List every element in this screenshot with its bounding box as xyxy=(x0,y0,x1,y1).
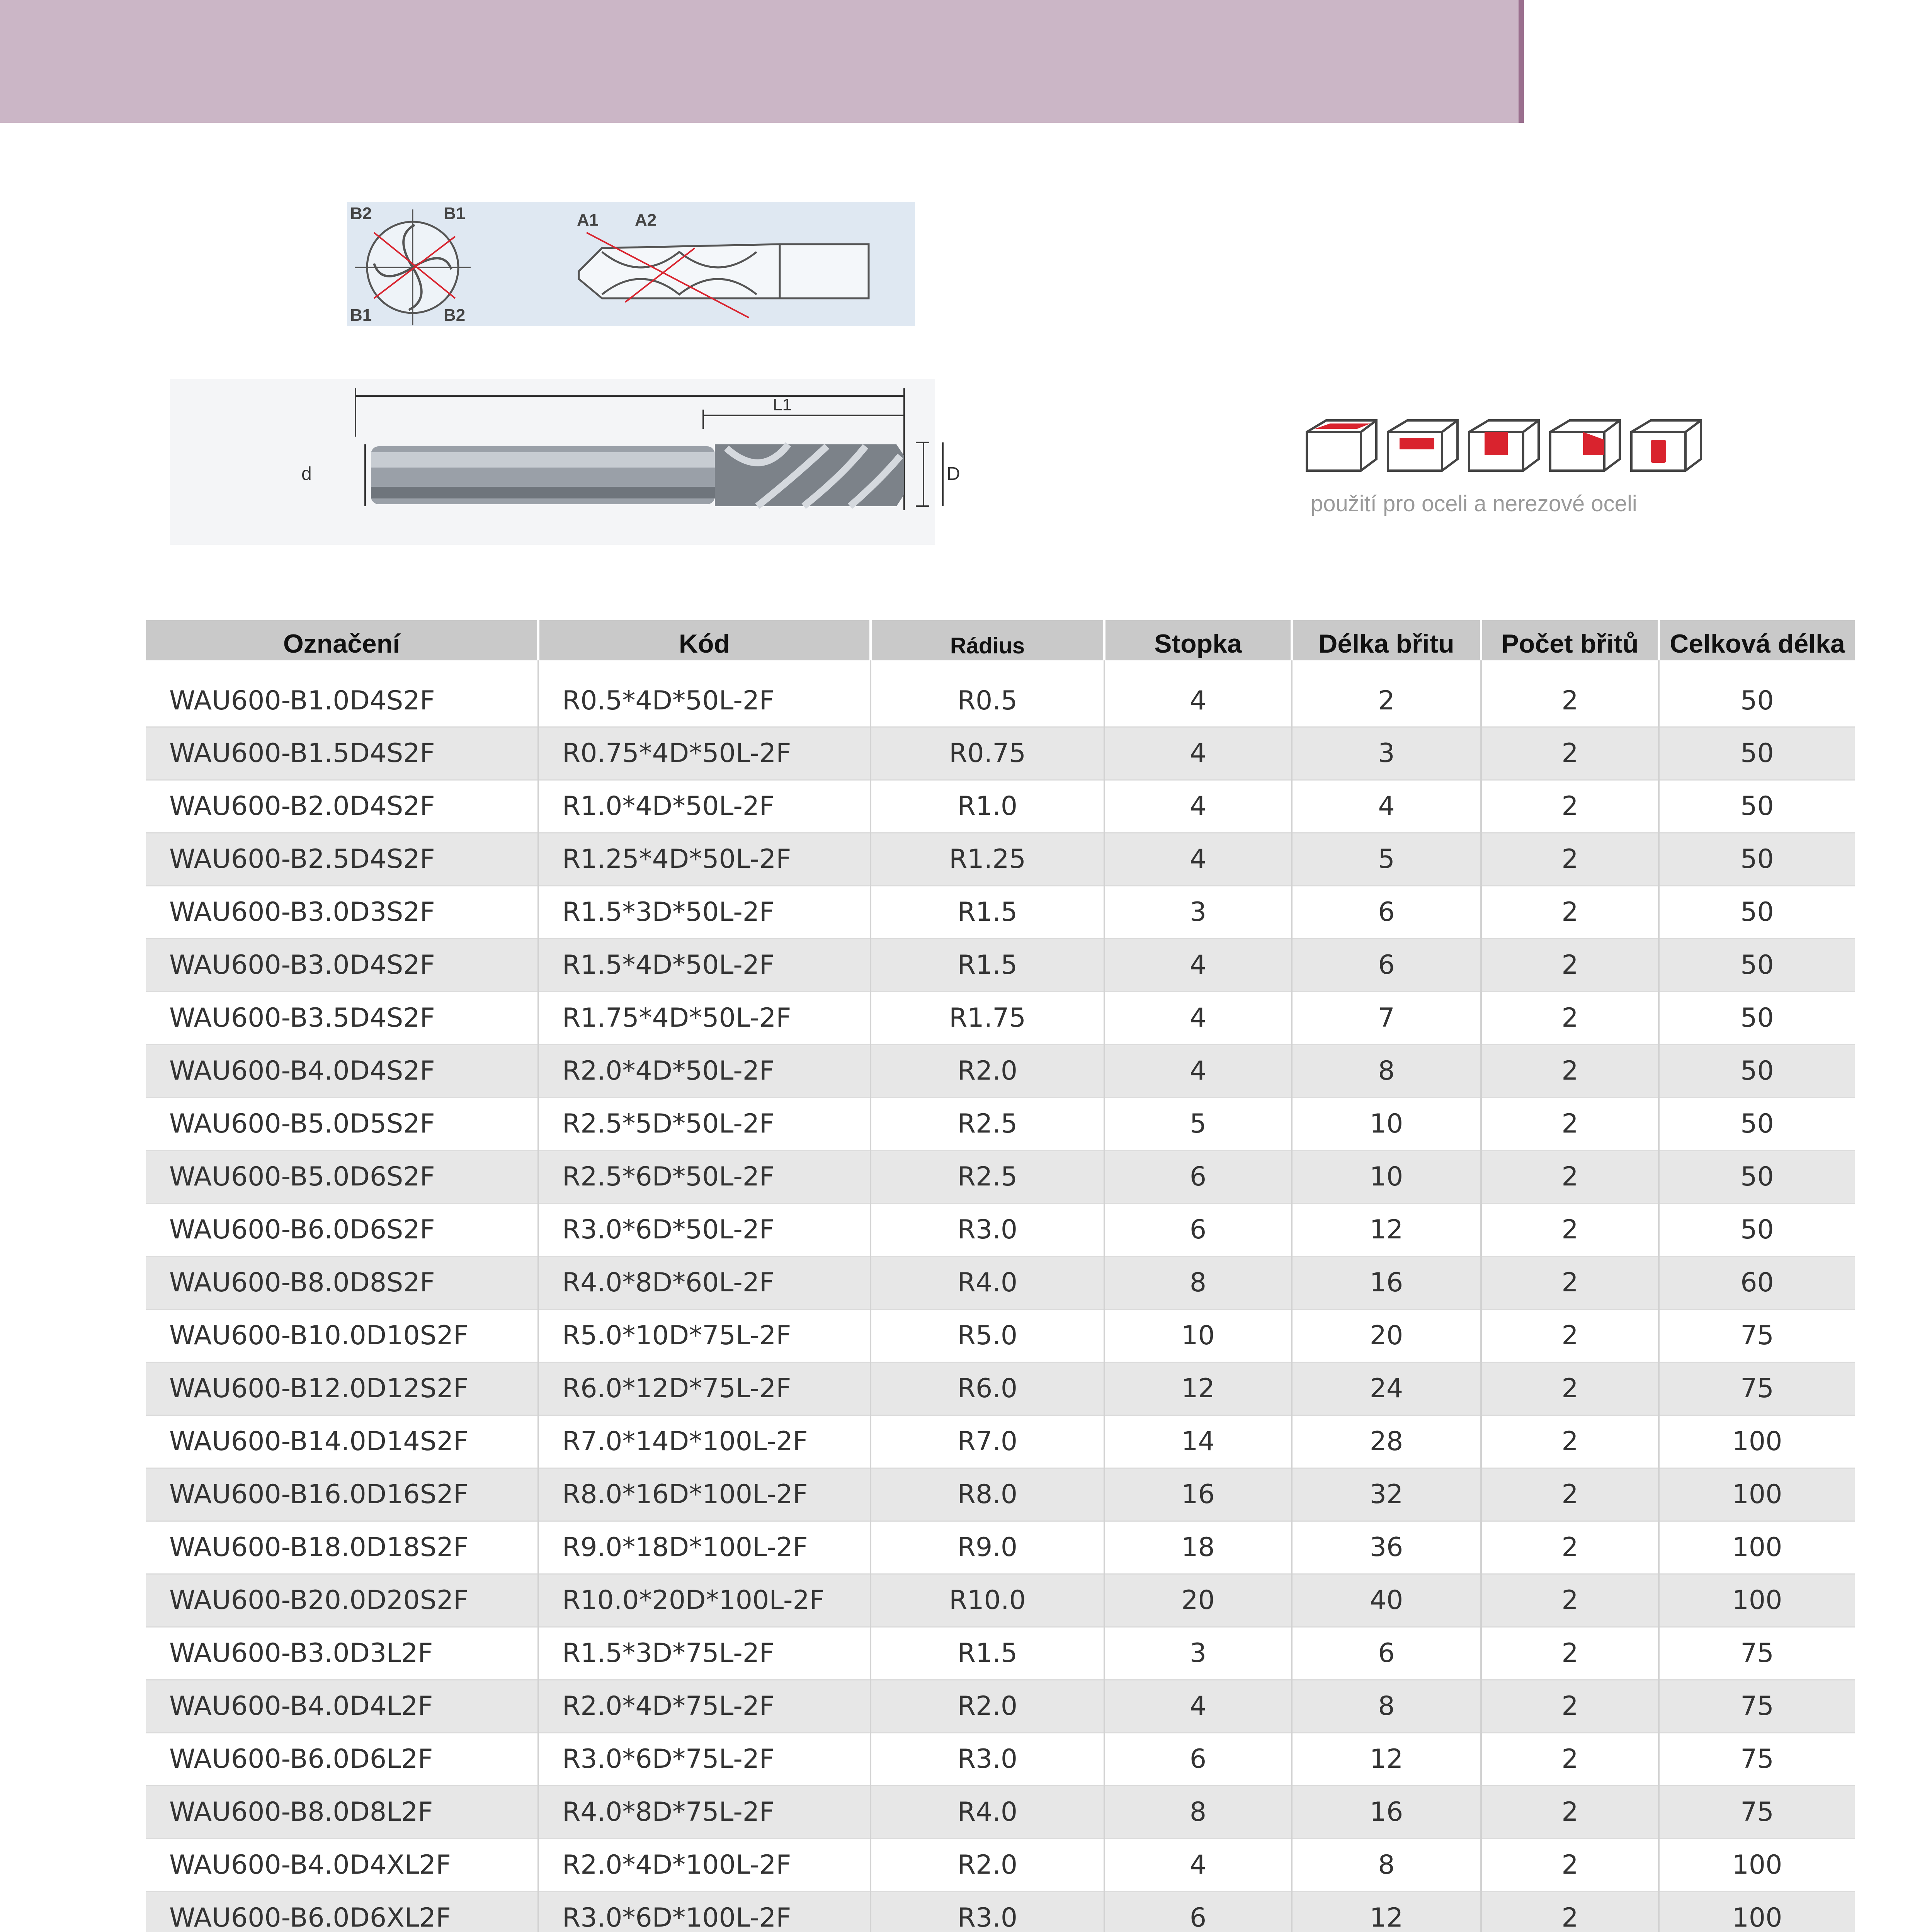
flute-length-cell: 10 xyxy=(1292,1150,1481,1203)
table-row xyxy=(146,992,1855,1044)
flute-length-cell: 16 xyxy=(1292,1256,1481,1309)
code-cell: R6.0*12D*75L-2F xyxy=(538,1362,871,1415)
flute-length-cell: 12 xyxy=(1292,1891,1481,1932)
table-row xyxy=(146,833,1855,886)
table-body xyxy=(146,660,1855,1932)
shank-cell: 8 xyxy=(1104,1786,1292,1838)
code-cell: R1.75*4D*50L-2F xyxy=(538,992,871,1044)
end-mill-figure xyxy=(170,379,960,545)
radius-cell: R3.0 xyxy=(871,1733,1104,1786)
table-row xyxy=(146,1468,1855,1521)
designation-cell: WAU600-B3.0D4S2F xyxy=(146,939,538,992)
code-cell: R3.0*6D*75L-2F xyxy=(538,1733,871,1786)
overall-length-cell: 75 xyxy=(1659,1680,1855,1733)
overall-length-cell: 50 xyxy=(1659,1044,1855,1097)
flute-length-cell: 8 xyxy=(1292,1838,1481,1891)
table-row xyxy=(146,1733,1855,1786)
radius-cell: R1.5 xyxy=(871,1627,1104,1680)
radius-cell: R1.5 xyxy=(871,886,1104,939)
label-b1-top: B1 xyxy=(444,204,466,223)
shank-cell: 6 xyxy=(1104,1891,1292,1932)
table-row xyxy=(146,1680,1855,1733)
flute-count-cell: 2 xyxy=(1481,727,1659,780)
table-row xyxy=(146,886,1855,939)
table-row xyxy=(146,1256,1855,1309)
column-header-code: Kód xyxy=(538,620,871,660)
shank-cell: 18 xyxy=(1104,1521,1292,1574)
flute-length-cell: 6 xyxy=(1292,939,1481,992)
slot-milling-icon xyxy=(1469,420,1539,471)
flute-length-cell: 16 xyxy=(1292,1786,1481,1838)
flute-count-cell: 2 xyxy=(1481,1256,1659,1309)
flute-count-cell: 2 xyxy=(1481,1044,1659,1097)
flute-length-cell: 32 xyxy=(1292,1468,1481,1521)
side-milling-icon xyxy=(1550,420,1620,471)
designation-cell: WAU600-B8.0D8S2F xyxy=(146,1256,538,1309)
shank-cell: 3 xyxy=(1104,1627,1292,1680)
designation-cell: WAU600-B5.0D5S2F xyxy=(146,1097,538,1150)
shank-cell: 5 xyxy=(1104,1097,1292,1150)
shank-cell: 4 xyxy=(1104,780,1292,833)
flute-count-cell: 2 xyxy=(1481,780,1659,833)
application-icons xyxy=(1303,417,1709,474)
label-b2-top: B2 xyxy=(350,204,372,223)
table-row xyxy=(146,1838,1855,1891)
application-caption: použití pro oceli a nerezové oceli xyxy=(1311,491,1637,516)
flute-count-cell: 2 xyxy=(1481,1627,1659,1680)
overall-length-cell: 100 xyxy=(1659,1891,1855,1932)
table-row xyxy=(146,1044,1855,1097)
end-mill-drawing xyxy=(170,379,960,545)
radius-cell: R0.5 xyxy=(871,660,1104,727)
overall-length-cell: 75 xyxy=(1659,1309,1855,1362)
designation-cell: WAU600-B2.5D4S2F xyxy=(146,833,538,886)
designation-cell: WAU600-B4.0D4L2F xyxy=(146,1680,538,1733)
overall-length-cell: 100 xyxy=(1659,1521,1855,1574)
flute-length-cell: 5 xyxy=(1292,833,1481,886)
face-milling-icon xyxy=(1307,420,1376,471)
designation-cell: WAU600-B20.0D20S2F xyxy=(146,1574,538,1627)
table-row xyxy=(146,1309,1855,1362)
flute-count-cell: 2 xyxy=(1481,1468,1659,1521)
flute-count-cell: 2 xyxy=(1481,1362,1659,1415)
radius-cell: R6.0 xyxy=(871,1362,1104,1415)
overall-length-cell: 50 xyxy=(1659,1097,1855,1150)
flute-count-cell: 2 xyxy=(1481,1203,1659,1256)
radius-cell: R1.0 xyxy=(871,780,1104,833)
label-b2-bottom: B2 xyxy=(444,306,466,325)
overall-length-cell: 50 xyxy=(1659,833,1855,886)
shank-cell: 6 xyxy=(1104,1203,1292,1256)
overall-length-cell: 50 xyxy=(1659,886,1855,939)
radius-cell: R5.0 xyxy=(871,1309,1104,1362)
designation-cell: WAU600-B4.0D4XL2F xyxy=(146,1838,538,1891)
column-header-shank: Stopka xyxy=(1104,620,1292,660)
radius-cell: R3.0 xyxy=(871,1891,1104,1932)
column-header-radius: Rádius xyxy=(871,620,1104,660)
header-band xyxy=(0,0,1522,123)
radius-cell: R8.0 xyxy=(871,1468,1104,1521)
shank-cell: 3 xyxy=(1104,886,1292,939)
code-cell: R1.5*4D*50L-2F xyxy=(538,939,871,992)
flute-length-cell: 2 xyxy=(1292,660,1481,727)
designation-cell: WAU600-B6.0D6L2F xyxy=(146,1733,538,1786)
flute-count-cell: 2 xyxy=(1481,939,1659,992)
shank-cell: 6 xyxy=(1104,1150,1292,1203)
label-a2: A2 xyxy=(635,211,657,230)
flute-count-cell: 2 xyxy=(1481,1574,1659,1627)
overall-length-cell: 50 xyxy=(1659,992,1855,1044)
table-header-row xyxy=(146,620,1855,660)
flute-count-cell: 2 xyxy=(1481,1415,1659,1468)
radius-cell: R2.0 xyxy=(871,1680,1104,1733)
header-band-edge xyxy=(1519,0,1524,123)
code-cell: R3.0*6D*100L-2F xyxy=(538,1891,871,1932)
designation-cell: WAU600-B10.0D10S2F xyxy=(146,1309,538,1362)
code-cell: R0.75*4D*50L-2F xyxy=(538,727,871,780)
radius-cell: R1.5 xyxy=(871,939,1104,992)
flute-count-cell: 2 xyxy=(1481,833,1659,886)
step-milling-icon xyxy=(1388,420,1458,471)
shank-cell: 20 xyxy=(1104,1574,1292,1627)
flute-length-cell: 36 xyxy=(1292,1521,1481,1574)
radius-cell: R2.5 xyxy=(871,1150,1104,1203)
designation-cell: WAU600-B8.0D8L2F xyxy=(146,1786,538,1838)
radius-cell: R7.0 xyxy=(871,1415,1104,1468)
shank-cell: 14 xyxy=(1104,1415,1292,1468)
label-a1: A1 xyxy=(577,211,599,230)
code-cell: R7.0*14D*100L-2F xyxy=(538,1415,871,1468)
designation-cell: WAU600-B14.0D14S2F xyxy=(146,1415,538,1468)
flute-count-cell: 2 xyxy=(1481,660,1659,727)
specification-table xyxy=(146,620,1855,1932)
overall-length-cell: 75 xyxy=(1659,1733,1855,1786)
designation-cell: WAU600-B6.0D6S2F xyxy=(146,1203,538,1256)
code-cell: R1.5*3D*75L-2F xyxy=(538,1627,871,1680)
pocket-milling-icon xyxy=(1631,420,1701,471)
column-header-designation: Označení xyxy=(146,620,538,660)
radius-cell: R2.0 xyxy=(871,1838,1104,1891)
overall-length-cell: 50 xyxy=(1659,1203,1855,1256)
column-header-overall-length: Celková délka xyxy=(1659,620,1855,660)
overall-length-cell: 50 xyxy=(1659,660,1855,727)
shank-cell: 4 xyxy=(1104,1838,1292,1891)
flute-length-cell: 8 xyxy=(1292,1680,1481,1733)
column-header-flute-length: Délka břitu xyxy=(1292,620,1481,660)
table-row xyxy=(146,780,1855,833)
flute-count-cell: 2 xyxy=(1481,1309,1659,1362)
code-cell: R2.0*4D*100L-2F xyxy=(538,1838,871,1891)
code-cell: R0.5*4D*50L-2F xyxy=(538,660,871,727)
overall-length-cell: 60 xyxy=(1659,1256,1855,1309)
overall-length-cell: 100 xyxy=(1659,1838,1855,1891)
shank-cell: 8 xyxy=(1104,1256,1292,1309)
overall-length-cell: 100 xyxy=(1659,1415,1855,1468)
designation-cell: WAU600-B3.0D3S2F xyxy=(146,886,538,939)
shank-cell: 4 xyxy=(1104,939,1292,992)
radius-cell: R9.0 xyxy=(871,1521,1104,1574)
overall-length-cell: 50 xyxy=(1659,727,1855,780)
shank-cell: 4 xyxy=(1104,727,1292,780)
flute-length-cell: 28 xyxy=(1292,1415,1481,1468)
flute-count-cell: 2 xyxy=(1481,992,1659,1044)
radius-cell: R1.75 xyxy=(871,992,1104,1044)
designation-cell: WAU600-B4.0D4S2F xyxy=(146,1044,538,1097)
table-row xyxy=(146,1415,1855,1468)
radius-cell: R1.25 xyxy=(871,833,1104,886)
code-cell: R4.0*8D*60L-2F xyxy=(538,1256,871,1309)
radius-cell: R0.75 xyxy=(871,727,1104,780)
overall-length-cell: 75 xyxy=(1659,1627,1855,1680)
flute-count-cell: 2 xyxy=(1481,886,1659,939)
code-cell: R4.0*8D*75L-2F xyxy=(538,1786,871,1838)
code-cell: R1.5*3D*50L-2F xyxy=(538,886,871,939)
shank-cell: 6 xyxy=(1104,1733,1292,1786)
table-row xyxy=(146,1097,1855,1150)
flute-length-cell: 4 xyxy=(1292,780,1481,833)
flute-length-cell: 20 xyxy=(1292,1309,1481,1362)
label-b1-bottom: B1 xyxy=(350,306,372,325)
radius-cell: R2.5 xyxy=(871,1097,1104,1150)
code-cell: R10.0*20D*100L-2F xyxy=(538,1574,871,1627)
flute-length-cell: 10 xyxy=(1292,1097,1481,1150)
radius-cell: R3.0 xyxy=(871,1203,1104,1256)
flute-count-cell: 2 xyxy=(1481,1097,1659,1150)
designation-cell: WAU600-B18.0D18S2F xyxy=(146,1521,538,1574)
code-cell: R2.0*4D*50L-2F xyxy=(538,1044,871,1097)
table-row xyxy=(146,1203,1855,1256)
code-cell: R2.5*5D*50L-2F xyxy=(538,1097,871,1150)
table-row xyxy=(146,1521,1855,1574)
flute-length-cell: 24 xyxy=(1292,1362,1481,1415)
shank-cell: 12 xyxy=(1104,1362,1292,1415)
table-row xyxy=(146,660,1855,727)
flute-count-cell: 2 xyxy=(1481,1838,1659,1891)
label-shank-d: d xyxy=(301,464,312,484)
code-cell: R1.25*4D*50L-2F xyxy=(538,833,871,886)
flute-length-cell: 12 xyxy=(1292,1203,1481,1256)
flute-length-cell: 6 xyxy=(1292,1627,1481,1680)
radius-cell: R2.0 xyxy=(871,1044,1104,1097)
code-cell: R5.0*10D*75L-2F xyxy=(538,1309,871,1362)
flute-length-cell: 8 xyxy=(1292,1044,1481,1097)
overall-length-cell: 100 xyxy=(1659,1468,1855,1521)
overall-length-cell: 75 xyxy=(1659,1786,1855,1838)
code-cell: R2.0*4D*75L-2F xyxy=(538,1680,871,1733)
table-row xyxy=(146,1627,1855,1680)
flute-length-cell: 3 xyxy=(1292,727,1481,780)
flute-count-cell: 2 xyxy=(1481,1733,1659,1786)
table-row xyxy=(146,1786,1855,1838)
designation-cell: WAU600-B6.0D6XL2F xyxy=(146,1891,538,1932)
shank-cell: 4 xyxy=(1104,1044,1292,1097)
machining-operations-icons xyxy=(1303,417,1709,474)
overall-length-cell: 50 xyxy=(1659,1150,1855,1203)
overall-length-cell: 75 xyxy=(1659,1362,1855,1415)
designation-cell: WAU600-B5.0D6S2F xyxy=(146,1150,538,1203)
code-cell: R9.0*18D*100L-2F xyxy=(538,1521,871,1574)
flute-count-cell: 2 xyxy=(1481,1891,1659,1932)
overall-length-cell: 50 xyxy=(1659,780,1855,833)
table-row xyxy=(146,939,1855,992)
table-row xyxy=(146,1362,1855,1415)
radius-cell: R10.0 xyxy=(871,1574,1104,1627)
code-cell: R2.5*6D*50L-2F xyxy=(538,1150,871,1203)
table-row xyxy=(146,1150,1855,1203)
column-header-flute-count: Počet břitů xyxy=(1481,620,1659,660)
code-cell: R8.0*16D*100L-2F xyxy=(538,1468,871,1521)
designation-cell: WAU600-B3.0D3L2F xyxy=(146,1627,538,1680)
designation-cell: WAU600-B16.0D16S2F xyxy=(146,1468,538,1521)
cutting-geometry-drawing xyxy=(347,202,915,326)
overall-length-cell: 100 xyxy=(1659,1574,1855,1627)
code-cell: R1.0*4D*50L-2F xyxy=(538,780,871,833)
flute-count-cell: 2 xyxy=(1481,1680,1659,1733)
flute-length-cell: 6 xyxy=(1292,886,1481,939)
flute-count-cell: 2 xyxy=(1481,1150,1659,1203)
code-cell: R3.0*6D*50L-2F xyxy=(538,1203,871,1256)
flute-count-cell: 2 xyxy=(1481,1521,1659,1574)
radius-cell: R4.0 xyxy=(871,1256,1104,1309)
shank-cell: 4 xyxy=(1104,660,1292,727)
shank-cell: 4 xyxy=(1104,1680,1292,1733)
shank-cell: 16 xyxy=(1104,1468,1292,1521)
designation-cell: WAU600-B1.5D4S2F xyxy=(146,727,538,780)
shank-cell: 10 xyxy=(1104,1309,1292,1362)
cutting-geometry-figure xyxy=(347,202,915,326)
flute-length-cell: 7 xyxy=(1292,992,1481,1044)
flute-length-cell: 40 xyxy=(1292,1574,1481,1627)
radius-cell: R4.0 xyxy=(871,1786,1104,1838)
label-cutting-D: D xyxy=(947,464,960,484)
designation-cell: WAU600-B2.0D4S2F xyxy=(146,780,538,833)
designation-cell: WAU600-B1.0D4S2F xyxy=(146,660,538,727)
designation-cell: WAU600-B3.5D4S2F xyxy=(146,992,538,1044)
shank-cell: 4 xyxy=(1104,833,1292,886)
designation-cell: WAU600-B12.0D12S2F xyxy=(146,1362,538,1415)
overall-length-cell: 50 xyxy=(1659,939,1855,992)
shank-cell: 4 xyxy=(1104,992,1292,1044)
table-row xyxy=(146,727,1855,780)
table-row xyxy=(146,1891,1855,1932)
flute-count-cell: 2 xyxy=(1481,1786,1659,1838)
table-row xyxy=(146,1574,1855,1627)
flute-length-cell: 12 xyxy=(1292,1733,1481,1786)
label-l1: L1 xyxy=(773,395,792,414)
